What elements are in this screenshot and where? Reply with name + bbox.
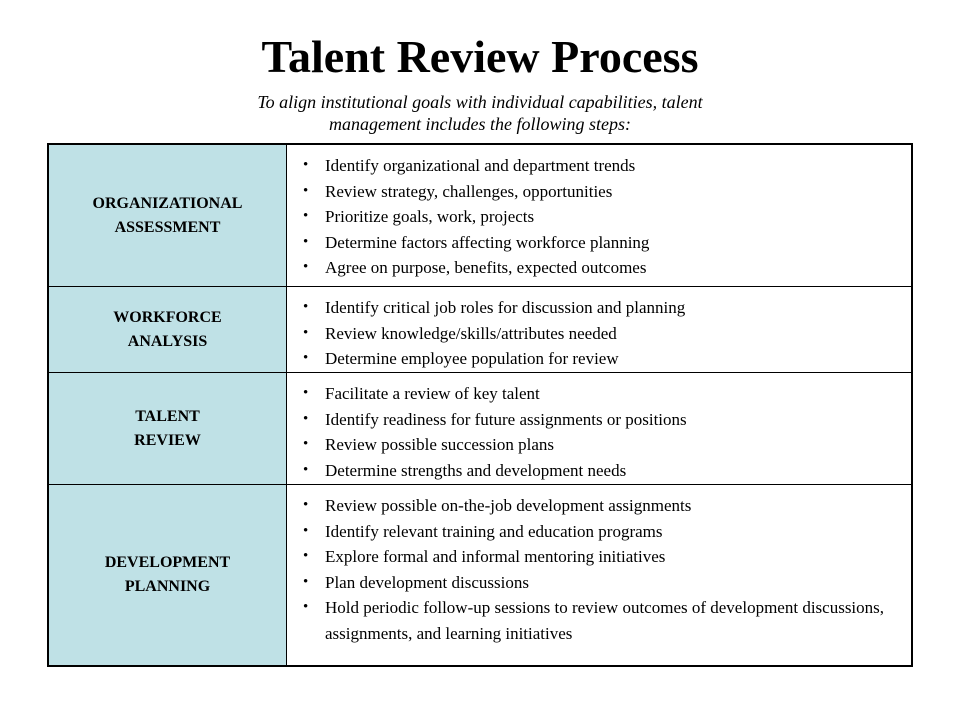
bullet-icon: • <box>303 299 309 315</box>
subtitle-line: To align institutional goals with individual capabilities, talent <box>257 92 703 112</box>
list-item <box>303 255 911 281</box>
bullet-icon: • <box>303 233 309 250</box>
subtitle-line: management includes the following steps: <box>329 114 631 134</box>
list-item <box>303 407 911 433</box>
bullet-icon: • <box>303 436 309 452</box>
list-item-text: Identify organizational and department trends <box>325 156 636 175</box>
list-item-text: Identify critical job roles for discussion and planning <box>325 298 686 317</box>
step-label-line: REVIEW <box>134 431 201 449</box>
list-item <box>303 321 911 347</box>
step-label <box>49 145 287 286</box>
step-row <box>49 286 911 372</box>
list-item-text: Determine employee population for review <box>325 349 619 368</box>
list-item-text: Plan development discussions <box>325 572 529 592</box>
list-item <box>303 432 911 458</box>
bullet-icon: • <box>303 324 309 341</box>
step-label-line: ASSESSMENT <box>114 218 221 236</box>
list-item <box>303 153 911 179</box>
bullet-icon: • <box>303 350 309 366</box>
step-item-list <box>287 373 911 484</box>
bullet-icon: • <box>303 182 309 199</box>
page-title: Talent Review Process <box>261 31 699 82</box>
list-item <box>303 179 911 205</box>
list-item-text: Prioritize goals, work, projects <box>325 207 535 226</box>
bullet-icon: • <box>303 410 309 427</box>
step-label-line: WORKFORCE <box>113 308 222 326</box>
list-item <box>303 295 911 321</box>
bullet-icon: • <box>303 385 309 401</box>
step-label <box>49 373 287 484</box>
list-item-text: Hold periodic follow-up sessions to review outcomes of development discussions, assignments, and learning initiatives <box>325 598 885 643</box>
step-item-list <box>287 145 911 286</box>
list-item-text: Review possible succession plans <box>325 435 554 454</box>
list-item <box>303 519 911 545</box>
list-item-text: Facilitate a review of key talent <box>325 384 540 403</box>
list-item-text: Determine factors affecting workforce planning <box>325 232 650 252</box>
list-item <box>303 381 911 407</box>
bullet-icon: • <box>303 522 309 539</box>
bullet-icon: • <box>303 548 309 564</box>
step-item-list <box>287 485 911 665</box>
step-label-line: DEVELOPMENT <box>104 554 231 571</box>
step-row <box>49 145 911 286</box>
list-item <box>303 346 911 372</box>
list-item <box>303 544 911 570</box>
list-item-text: Determine strengths and development needs <box>325 460 627 480</box>
step-label-line: TALENT <box>135 407 200 425</box>
list-item-text: Identify readiness for future assignments or positions <box>325 409 687 429</box>
bullet-icon: • <box>303 259 309 275</box>
step-label-line: PLANNING <box>124 578 211 595</box>
list-item <box>303 230 911 256</box>
step-row <box>49 484 911 665</box>
list-item-text: Review strategy, challenges, opportunities <box>325 181 613 201</box>
bullet-icon: • <box>303 573 309 590</box>
bullet-icon: • <box>303 157 309 173</box>
list-item-text: Identify relevant training and education programs <box>325 521 663 541</box>
process-table <box>47 143 913 667</box>
list-item-text: Agree on purpose, benefits, expected outcomes <box>325 258 647 277</box>
list-item <box>303 204 911 230</box>
step-label <box>49 287 287 372</box>
bullet-icon: • <box>303 208 309 224</box>
list-item-text: Review possible on-the-job development assignments <box>325 496 692 515</box>
list-item <box>303 458 911 484</box>
step-label <box>49 485 287 665</box>
list-item <box>303 493 911 519</box>
bullet-icon: • <box>303 599 309 615</box>
list-item <box>303 570 911 596</box>
step-row <box>49 372 911 484</box>
bullet-icon: • <box>303 461 309 478</box>
step-label-line: ANALYSIS <box>127 332 208 350</box>
list-item-text: Explore formal and informal mentoring initiatives <box>325 547 666 566</box>
bullet-icon: • <box>303 497 309 513</box>
list-item-text: Review knowledge/skills/attributes needed <box>325 323 617 343</box>
step-label-line: ORGANIZATIONAL <box>92 194 243 212</box>
list-item <box>303 595 911 646</box>
step-item-list <box>287 287 911 372</box>
page-subtitle <box>0 91 960 135</box>
